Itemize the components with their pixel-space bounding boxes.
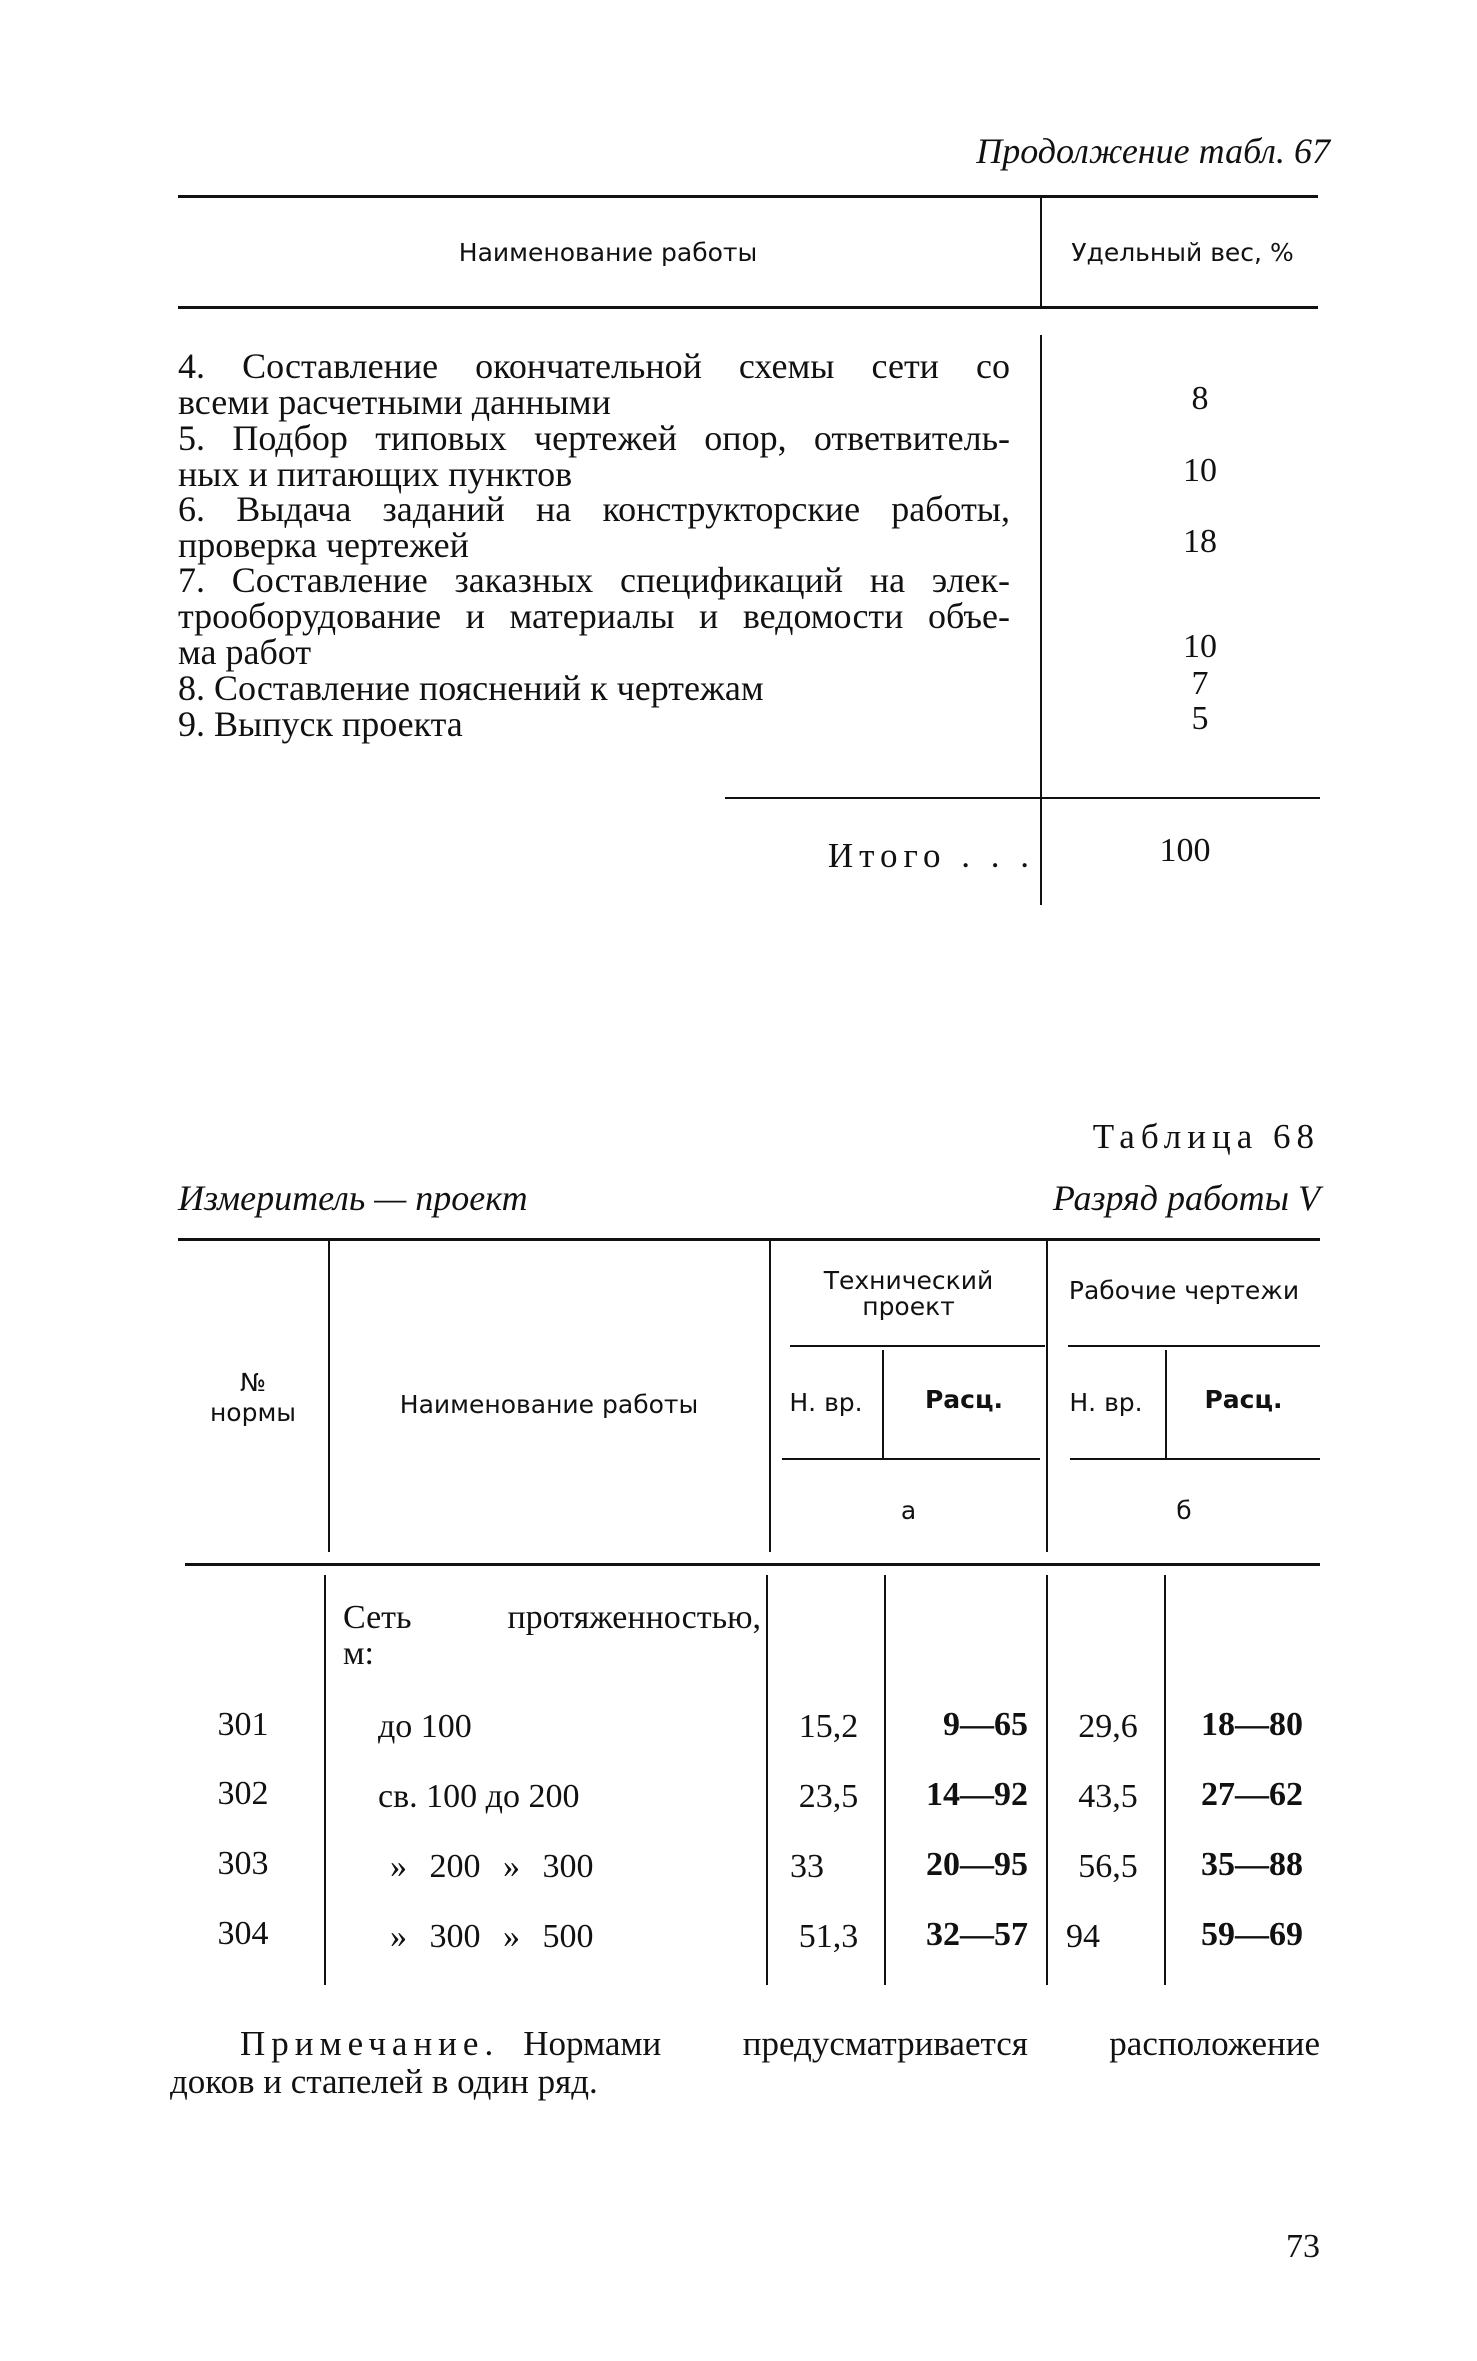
t67-header-rule <box>178 306 1318 309</box>
t67-total-value: 100 <box>1159 832 1211 869</box>
t68-row-302-wd-rate: 27—62 <box>1201 1776 1303 1813</box>
t67-row-6-value: 18 <box>1183 523 1217 560</box>
t67-row-7-line3: ма работ <box>178 632 312 672</box>
t67-header-weight: Удельный вес, % <box>1071 238 1294 267</box>
t67-row-4 <box>178 348 1010 420</box>
t68-row-301-tp-time: 15,2 <box>798 1708 859 1745</box>
t68-body-div-3 <box>1046 1575 1048 1985</box>
t68-group-label <box>343 1600 761 1672</box>
t67-row-5-value: 10 <box>1183 452 1217 489</box>
t67-body-divider <box>1040 335 1042 905</box>
t67-row-5 <box>178 420 1010 492</box>
t68-row-302-wd-time: 43,5 <box>1078 1778 1138 1815</box>
t68-row-301-name: до 100 <box>378 1708 472 1745</box>
t68-header-tp-time: Н. вр. <box>789 1388 863 1417</box>
t67-row-7-value: 10 <box>1183 628 1217 665</box>
t67-row-4-line2: всеми расчетными данными <box>178 382 611 422</box>
t68-group-label-line2: м: <box>343 1635 374 1672</box>
t68-header-work-name: Наименование работы <box>399 1390 699 1419</box>
t68-header-working-drawings: Рабочие чертежи <box>1068 1276 1300 1305</box>
t68-row-303-norm: 303 <box>217 1845 269 1882</box>
t68-row-303-tp-time: 33 <box>790 1848 824 1885</box>
t67-row-9-value: 5 <box>1191 700 1209 737</box>
t68-row-302-tp-rate: 14—92 <box>926 1776 1028 1813</box>
t67-row-9 <box>178 706 1010 742</box>
t68-header-norm-no-word: нормы <box>209 1398 297 1427</box>
t67-row-9-line1: 9. Выпуск проекта <box>178 704 463 744</box>
t68-top-rule <box>178 1238 1320 1241</box>
note-label: Примечание. <box>240 2024 500 2063</box>
t68-row-304-name: » 300 » 500 <box>390 1918 594 1955</box>
t67-row-8-line1: 8. Составление пояснений к чертежам <box>178 668 764 708</box>
t68-header-col-a: а <box>900 1496 917 1525</box>
t68-body-div-a <box>884 1575 886 1985</box>
t68-header-tech-project-line2: проект <box>862 1292 955 1321</box>
t67-header-work-name: Наименование работы <box>458 238 758 267</box>
t67-top-rule <box>178 195 1318 198</box>
note-text-2: доков и стапелей в один ряд. <box>170 2062 598 2101</box>
t68-header-tech-project <box>771 1268 1046 1320</box>
t68-body-div-b <box>1164 1575 1166 1985</box>
t67-row-6-line2: проверка чертежей <box>178 525 469 565</box>
t67-row-4-line1: 4. Составление окончательной схемы сети со <box>178 346 1010 386</box>
t68-header-norm-no <box>178 1368 328 1428</box>
t67-header-divider <box>1040 198 1042 306</box>
t68-header-col-b: б <box>1176 1496 1192 1525</box>
t68-header-wd-time: Н. вр. <box>1069 1388 1143 1417</box>
t67-row-4-value: 8 <box>1191 380 1209 417</box>
t67-row-6-line1: 6. Выдача заданий на конструкторские работы, <box>178 489 1010 529</box>
t68-index-rule-right <box>1070 1458 1320 1460</box>
t68-row-303-name: » 200 » 300 <box>390 1848 594 1885</box>
t68-row-304-tp-time: 51,3 <box>798 1918 859 1955</box>
t67-row-8 <box>178 670 1010 706</box>
t68-header-tech-project-line1: Технический <box>823 1266 994 1295</box>
t68-header-tp-rate: Расц. <box>924 1385 1004 1414</box>
t68-row-303-tp-rate: 20—95 <box>926 1846 1028 1883</box>
t67-total-label: Итого . . . <box>827 836 1035 875</box>
t68-header-rule <box>185 1563 1320 1566</box>
t68-row-303-wd-time: 56,5 <box>1078 1848 1138 1885</box>
t68-row-301-tp-rate: 9—65 <box>943 1706 1028 1743</box>
t68-title: Таблица 68 <box>1092 1117 1320 1156</box>
t68-body-div-1 <box>324 1575 326 1985</box>
t68-header-wd-rate: Расц. <box>1204 1385 1283 1414</box>
t67-row-6 <box>178 491 1010 563</box>
t68-row-302-name: св. 100 до 200 <box>378 1778 580 1815</box>
t67-row-7-line2: трооборудование и материалы и ведомости объе- <box>178 596 1010 636</box>
t68-row-302-norm: 302 <box>217 1775 269 1812</box>
t68-row-304-wd-rate: 59—69 <box>1201 1916 1303 1953</box>
page-number: 73 <box>1286 2228 1320 2265</box>
continuation-caption: Продолжение табл. 67 <box>976 131 1330 171</box>
t68-row-303-wd-rate: 35—88 <box>1201 1846 1303 1883</box>
note-line-1 <box>170 2025 1320 2063</box>
t68-meter: Измеритель — проект <box>178 1178 528 1218</box>
t68-grade: Разряд работы V <box>1052 1178 1320 1218</box>
t68-row-301-wd-time: 29,6 <box>1078 1708 1138 1745</box>
t67-row-8-value: 7 <box>1191 665 1209 702</box>
t68-row-302-tp-time: 23,5 <box>798 1778 859 1815</box>
t67-row-5-line2: ных и питающих пунктов <box>178 454 573 494</box>
t68-index-rule-left <box>782 1458 1040 1460</box>
note-text-1: Нормами предусматривается расположение <box>523 2024 1320 2063</box>
t68-row-301-norm: 301 <box>217 1706 269 1743</box>
t68-row-304-norm: 304 <box>217 1915 269 1952</box>
t68-row-304-tp-rate: 32—57 <box>926 1916 1028 1953</box>
t68-group-label-line1: Сеть протяженностью, <box>343 1599 761 1636</box>
t68-subheader-rule-right <box>1068 1345 1320 1347</box>
t67-total-rule <box>725 797 1320 799</box>
t68-row-304-wd-time: 94 <box>1066 1918 1100 1955</box>
t68-body-div-2 <box>766 1575 768 1985</box>
t67-row-7 <box>178 562 1010 670</box>
t67-row-5-line1: 5. Подбор типовых чертежей опор, ответвитель- <box>178 418 1010 458</box>
t68-row-301-wd-rate: 18—80 <box>1201 1706 1303 1743</box>
t68-subheader-rule-left <box>790 1345 1045 1347</box>
t68-header-norm-no-sign: № <box>239 1368 266 1397</box>
note <box>170 2025 1320 2101</box>
t67-row-7-line1: 7. Составление заказных спецификаций на элек- <box>178 560 1010 600</box>
